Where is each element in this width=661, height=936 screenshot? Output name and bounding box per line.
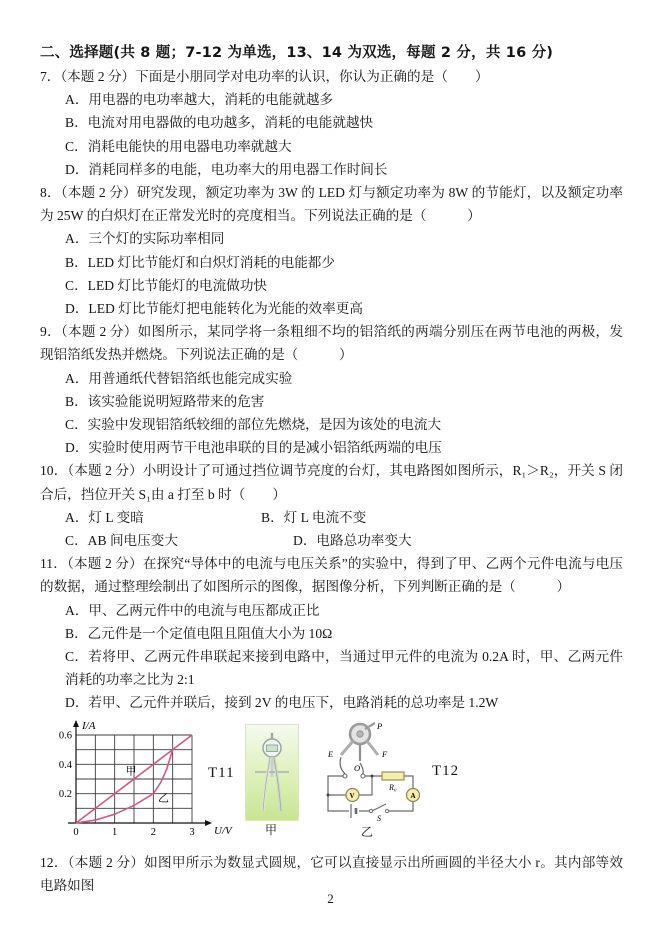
ammeter-label: A bbox=[410, 791, 416, 800]
x-tick: 2 bbox=[150, 826, 156, 838]
option-list bbox=[40, 367, 623, 460]
y-tick: 0.4 bbox=[58, 759, 72, 771]
x-tick: 0 bbox=[73, 826, 79, 838]
compass-label-o: O bbox=[354, 762, 361, 773]
option-b: B．灯 L 电流不变 bbox=[261, 509, 367, 525]
circuit-diagram bbox=[308, 719, 428, 823]
digital-compass-illustration bbox=[246, 725, 298, 820]
compass-label-p: P bbox=[377, 720, 383, 731]
compass-photo bbox=[245, 724, 299, 821]
option-c: C．若将甲、乙两元件串联起来接到电路中，当通过甲元件的电流为 0.2A 时，甲、乙两元件消耗的功率之比为 2:1 bbox=[65, 649, 623, 688]
question-stem: 9．（本题 2 分）如图所示，某同学将一条粗细不均的铝箔纸的两端分别压在两节电池的两极，发现铝箔纸发热并燃烧。下列说法正确的是（ ） bbox=[40, 324, 623, 363]
option-a: A．用电器的电功率越大，消耗的电能就越多 bbox=[65, 92, 334, 108]
compass-label-f: F bbox=[382, 748, 388, 759]
option-a: A．三个灯的实际功率相同 bbox=[65, 231, 225, 247]
option-c: C．AB 间电压变大 bbox=[65, 533, 178, 549]
resistor-label: R₀ bbox=[389, 782, 397, 792]
question-stem: 10．（本题 2 分）小明设计了可通过挡位调节亮度的台灯，其电路图如图所示，R₁＞R₂，开关 S 闭合后，挡位开关 S₁由 a 打至 b 时（ ） bbox=[40, 463, 623, 502]
compass-label-e: E bbox=[328, 748, 334, 759]
y-tick: 0.2 bbox=[58, 788, 72, 800]
option-b: B．LED 灯比节能灯和白炽灯消耗的电能都少 bbox=[65, 254, 335, 270]
question-8 bbox=[40, 181, 623, 320]
x-tick: 3 bbox=[189, 826, 195, 838]
y-tick: 0.6 bbox=[58, 730, 72, 742]
question-11 bbox=[40, 552, 623, 714]
series-label: 甲 bbox=[125, 765, 137, 778]
question-9 bbox=[40, 320, 623, 459]
question-7 bbox=[40, 65, 623, 181]
figure-row bbox=[40, 719, 623, 845]
voltmeter-label: V bbox=[349, 791, 355, 800]
question-10 bbox=[40, 459, 623, 552]
section-header: 二、选择题(共 8 题；7-12 为单选，13、14 为双选，每题 2 分，共 16 分) bbox=[40, 45, 554, 61]
y-axis-label: I/A bbox=[82, 719, 96, 732]
photo-caption: 甲 bbox=[264, 822, 277, 837]
page-number: 2 bbox=[327, 891, 334, 906]
option-d: D．若甲、乙元件并联后，接到 2V 的电压下，电路消耗的总功率是 1.2W bbox=[65, 695, 499, 711]
option-c: C．LED 灯比节能灯的电流做功快 bbox=[65, 277, 268, 293]
option-d: D．电路总功率变大 bbox=[293, 533, 412, 549]
question-stem: 8．（本题 2 分）研究发现，额定功率为 3W 的 LED 灯与额定功率为 8W 的节能灯，以及额定功率为 25W 的白炽灯在正常发光时的亮度相当。下列说法正确的是（ ） bbox=[40, 185, 623, 224]
x-axis-label: U/V bbox=[214, 824, 232, 837]
option-d: D．LED 灯比节能灯把电能转化为光能的效率更高 bbox=[65, 301, 363, 317]
option-a: A．用普通纸代替铝箔纸也能完成实验 bbox=[65, 370, 293, 386]
option-a: A．灯 L 变暗 bbox=[65, 509, 144, 525]
series-label: 乙 bbox=[157, 792, 169, 805]
option-a: A．甲、乙两元件中的电流与电压都成正比 bbox=[65, 602, 320, 618]
option-b: B．乙元件是一个定值电阻且阻值大小为 10Ω bbox=[65, 625, 333, 641]
x-tick: 1 bbox=[112, 826, 118, 838]
option-c: C．消耗电能快的用电器电功率就越大 bbox=[65, 138, 292, 154]
question-stem: 12．（本题 2 分）如图甲所示为数显式圆规，它可以直接显示出所画圆的半径大小 r。其内部等效电路如图 bbox=[40, 854, 623, 893]
option-list bbox=[40, 88, 623, 181]
switch-label: S bbox=[377, 813, 381, 823]
option-c: C．实验中发现铝箔纸较细的部位先燃烧，是因为该处的电流大 bbox=[65, 417, 442, 433]
question-stem: 7．（本题 2 分）下面是小朋同学对电功率的认识，你认为正确的是（ ） bbox=[40, 69, 489, 84]
option-d: D．消耗同样多的电能，电功率大的用电器工作时间长 bbox=[65, 161, 388, 177]
figure-label-t11: T11 bbox=[208, 764, 235, 781]
question-stem: 11．（本题 2 分）在探究“导体中的电流与电压关系”的实验中，得到了甲、乙两个元件电流与电压的数据，通过整理绘制出了如图所示的图像，据图像分析，下列判断正确的是（ ） bbox=[40, 556, 623, 595]
option-b: B．该实验能说明短路带来的危害 bbox=[65, 393, 265, 409]
option-d: D．实验时使用两节干电池串联的目的是减小铝箔纸两端的电压 bbox=[65, 440, 442, 456]
option-list bbox=[40, 227, 623, 320]
figure-label-t12: T12 bbox=[432, 762, 460, 779]
option-list bbox=[40, 506, 623, 552]
circuit-caption: 乙 bbox=[360, 824, 373, 839]
option-b: B．电流对用电器做的电功越多，消耗的电能就越快 bbox=[65, 115, 374, 131]
option-list bbox=[40, 599, 623, 715]
